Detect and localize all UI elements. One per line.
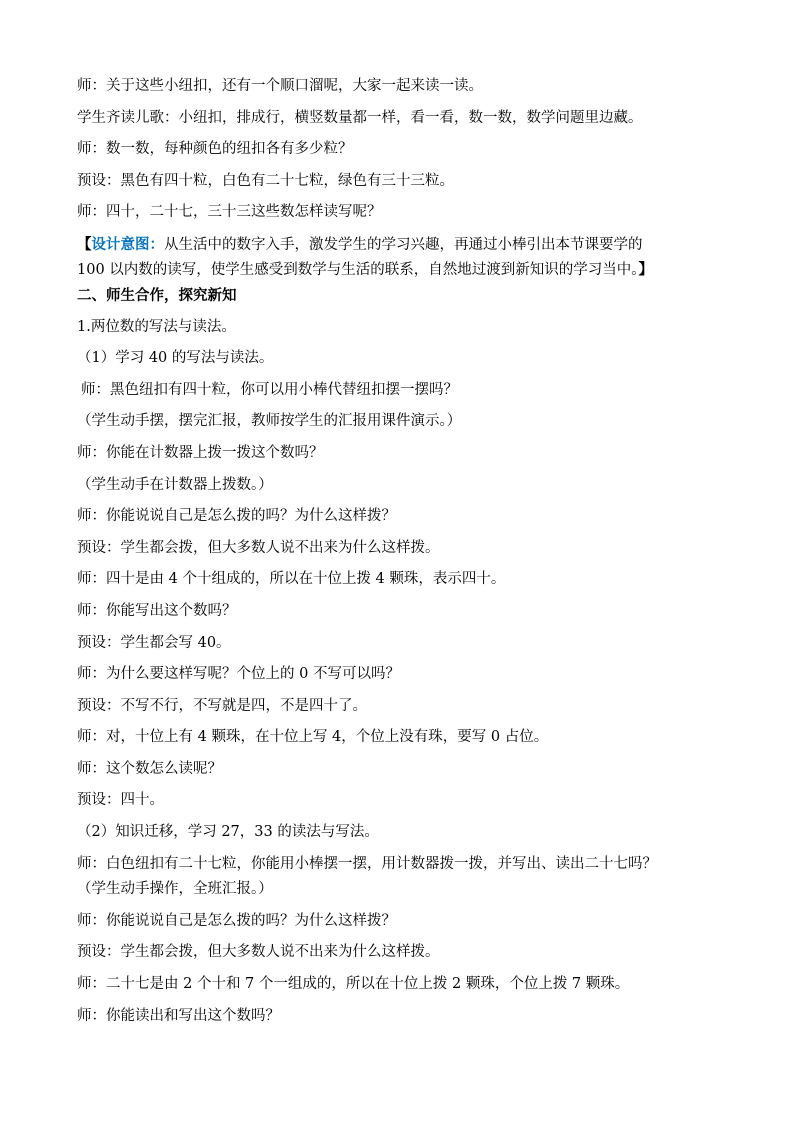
paragraph: 1.两位数的写法与读法。 [77,318,236,335]
paragraph: 师：数一数，每种颜色的纽扣各有多少粒？ [77,141,353,158]
paragraph: 预设：不写不行，不写就是四，不是四十了。 [77,697,367,714]
paragraph: 师：你能说说自己是怎么拨的吗？为什么这样拨？ [77,912,396,929]
paragraph: 师：黑色纽扣有四十粒，你可以用小棒代替纽扣摆一摆吗？ [81,381,458,398]
paragraph: （学生动手操作，全班汇报。） [77,881,273,898]
paragraph: 预设：黑色有四十粒，白色有二十七粒，绿色有三十三粒。 [77,172,454,189]
design-intent-text: 100 以内数的读写，使学生感受到数学与生活的联系，自然地过渡到新知识的学习当中。 [77,262,639,279]
design-intent-line-2 [77,261,722,278]
paragraph: （学生动手摆，摆完汇报，教师按学生的汇报用课件演示。） [77,413,462,430]
paragraph: 师：这个数怎么读呢？ [77,760,222,777]
paragraph: 预设：四十。 [77,792,164,809]
paragraph: 师：四十是由 4 个十组成的，所以在十位上拨 4 颗珠，表示四十。 [77,571,506,588]
document-body [77,78,722,1039]
paragraph: 学生齐读儿歌：小纽扣，排成行，横竖数量都一样，看一看，数一数，数学问题里边藏。 [77,109,643,126]
design-intent-text: 从生活中的数字入手，激发学生的学习兴趣，再通过小棒引出本节课要学的 [164,236,643,253]
paragraph: 师：你能在计数器上拨一拨这个数吗？ [77,444,324,461]
paragraph: 师：你能写出这个数吗？ [77,602,237,619]
design-intent-colon: ： [149,235,164,253]
paragraph: 预设：学生都会拨，但大多数人说不出来为什么这样拨。 [77,944,440,961]
paragraph: 师：为什么要这样写呢？个位上的 0 不写可以吗？ [77,666,400,683]
paragraph: 师：四十，二十七，三十三这些数怎样读写呢？ [77,204,382,221]
design-intent-open-bracket: 【 [77,235,92,253]
paragraph: （2）知识迁移，学习 27，33 的读法与写法。 [77,824,379,841]
design-intent-label: 设计意图 [91,235,150,253]
design-intent-close-bracket: 】 [638,261,654,279]
paragraph: 预设：学生都会拨，但大多数人说不出来为什么这样拨。 [77,539,440,556]
paragraph: 师：你能说说自己是怎么拨的吗？为什么这样拨？ [77,508,396,525]
paragraph: （学生动手在计数器上拨数。） [77,476,273,493]
paragraph: 师：你能读出和写出这个数吗？ [77,1007,280,1024]
paragraph: 师：对，十位上有 4 颗珠，在十位上写 4，个位上没有珠，要写 0 占位。 [77,729,549,746]
paragraph: （1）学习 40 的写法与读法。 [77,350,274,367]
paragraph: 师：二十七是由 2 个十和 7 个一组成的，所以在十位上拨 2 颗珠，个位上拨 7 颗珠。 [77,975,630,992]
paragraph: 师：白色纽扣有二十七粒，你能用小棒摆一摆，用计数器拨一拨，并写出、读出二十七吗？ [77,855,657,872]
paragraph: 师：关于这些小纽扣，还有一个顺口溜呢，大家一起来读一读。 [77,78,483,94]
paragraph: 预设：学生都会写 40。 [77,634,231,651]
design-intent-line-1 [77,236,722,253]
section-heading: 二、师生合作，探究新知 [77,286,237,304]
